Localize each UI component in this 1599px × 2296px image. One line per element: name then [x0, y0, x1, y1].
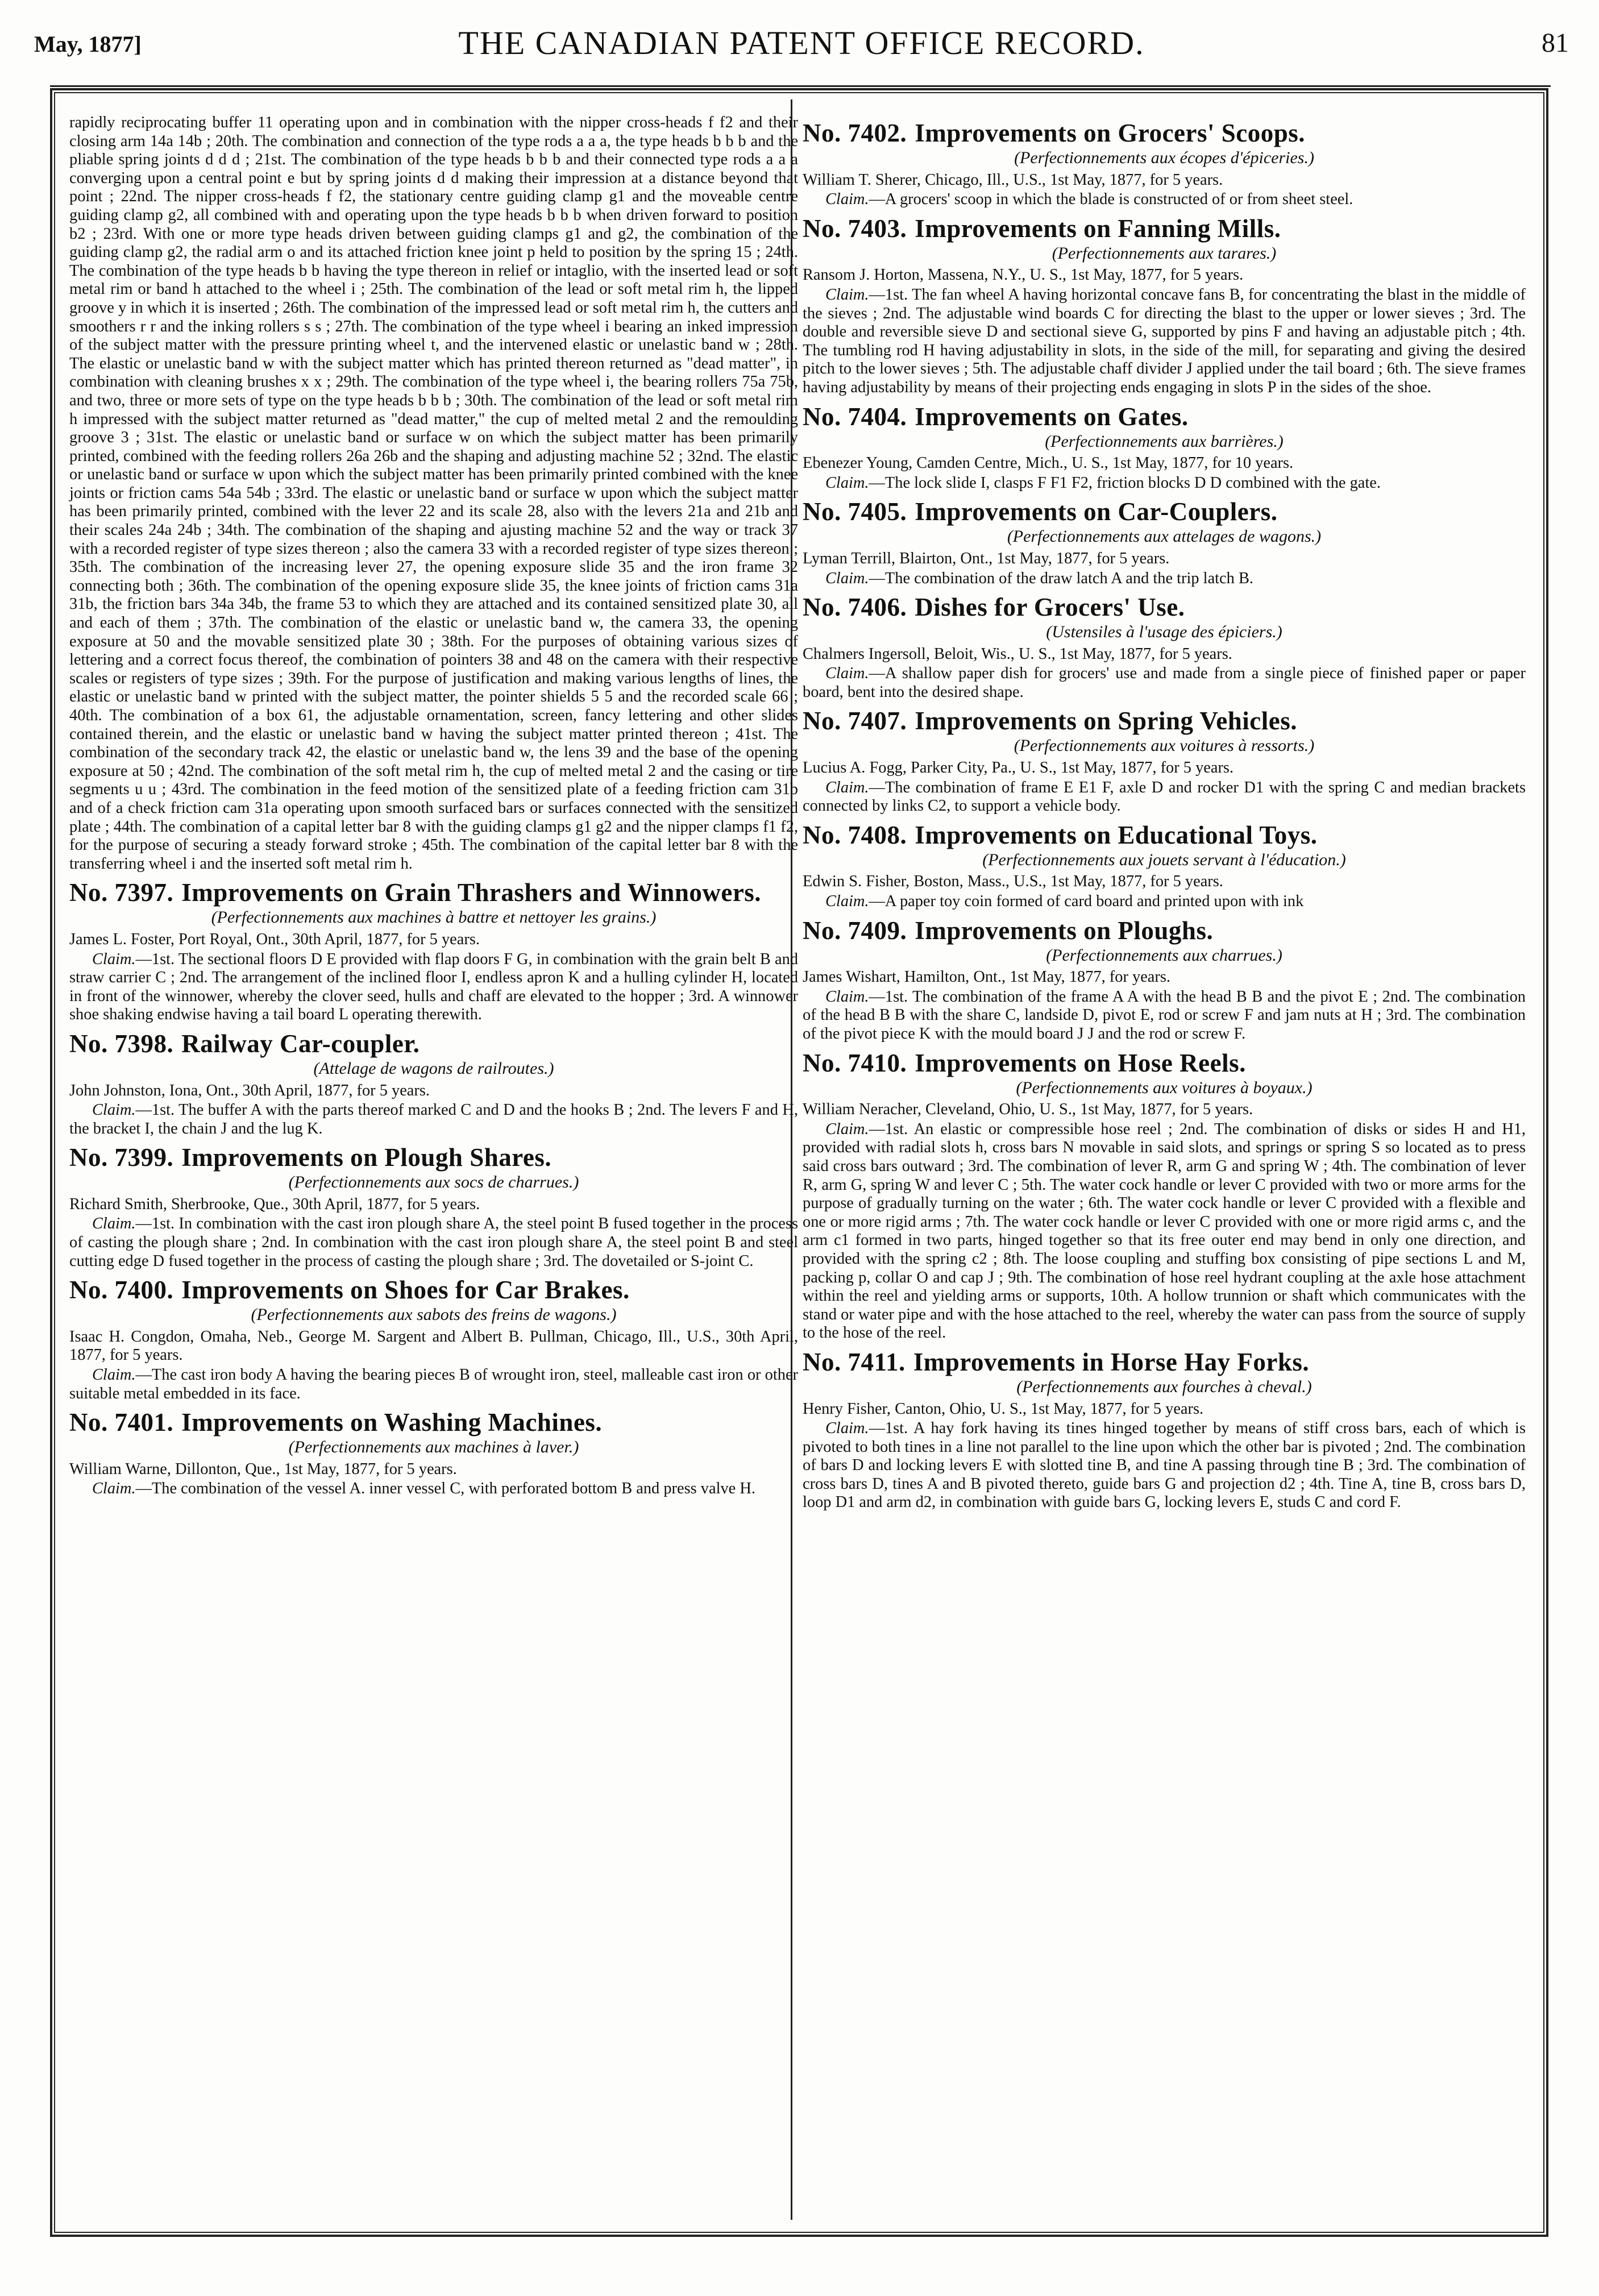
patent-number: No. 7400.	[69, 1276, 174, 1305]
claim-body: —1st. A hay fork having its tines hinged together by means of stiff cross bars, each of which is pivoted to both tines in a line not parallel to the line upon which the other bar is pivoted ; 2nd. The combination of bars D and locking levers E with slotted tine B, and tine A passing through tine B ; 3rd. The combination of cross bars D, tines A and B pivoted thereto, guide bars G and projection d2 ; 4th. Tine A, tine B, cross bars D, loop D1 and arm d2, in combination with guide bars G, locking levers E, studs C and cord F.	[803, 1419, 1526, 1512]
publication-title: THE CANADIAN PATENT OFFICE RECORD.	[458, 24, 1145, 61]
patent-entry	[803, 403, 1526, 493]
claim-text	[803, 779, 1526, 816]
patent-entry	[69, 1409, 798, 1498]
french-title: (Perfectionnements aux charrues.)	[1046, 945, 1282, 965]
patent-entry	[803, 498, 1526, 588]
patent-entry	[69, 1276, 798, 1403]
claim-body: —1st. In combination with the cast iron plough share A, the steel point B fused together in the process of casting the plough share ; 2nd. In combination with the cast iron plough share A, the steel point B and steel cutting edge D fused together in the process of casting the plough share ; 3rd. The dovetailed or S-joint C.	[69, 1215, 798, 1270]
entry-heading	[803, 119, 1526, 147]
entry-heading	[803, 403, 1526, 430]
claim-body: —1st. The fan wheel A having horizontal concave fans B, for concentrating the blast in the middle of the sieves ; 2nd. The adjustable wind boards C for directing the blast to the upper or lower sieves ; 3rd. The double and reversible sieve D and sectional sieve G, supported by pins F and having an adjustable pitch ; 4th. The tumbling rod H having adjustability in slots, in the side of the mill, for separating and giving the desired pitch to the lower sieves ; 5th. The adjustable chaff divider J applied under the tail board ; 6th. The sieve frames having adjustability by means of their projecting ends engaging in slots P in the sides of the shoe.	[803, 285, 1526, 396]
entry-heading	[803, 215, 1526, 242]
patent-title: Improvements in Horse Hay Forks.	[913, 1347, 1310, 1376]
entry-heading	[803, 593, 1526, 621]
claim-text	[803, 570, 1526, 588]
entry-heading	[69, 1030, 798, 1057]
claim-text	[69, 1215, 798, 1271]
patent-entry	[803, 119, 1526, 209]
claim-label: Claim.	[825, 778, 869, 796]
continued-claims-text: rapidly reciprocating buffer 11 operating upon and in combination with the nipper cross-heads f f2 and their closing arm 14a 14b ; 20th. The combination and connection of the type rods a a a, the type heads b b b and the pliable spring joints d d d ; 21st. The combination of the type heads b b b and their connected type rods a a a converging upon a central point e but by spring joints d d making their impression at a distance beyond that point ; 22nd. The nipper cross-heads f f2, the stationary centre guiding clamp g1 and the moveable centre guiding clamp g2, all combined with and operating upon the type heads b b b when driven forward to position b2 ; 23rd. With one or more type heads driven between guiding clamps g1 and g2, the combination of the guiding clamp g2, the radial arm o and its attached friction knee joint p held to position by the spring 15 ; 24th. The combination of the type heads b b having the type thereon in relief or intaglio, with the inserted lead or soft metal rim or band h attached to the wheel i ; 25th. The combination of the lead or soft metal rim h, the lipped groove y in which it is inserted ; 26th. The combination of the impressed lead or soft metal rim h, the cutters and smoothers r r and the inking rollers s s ; 27th. The combination of the type wheel i bearing an inked impression of the subject matter with the pressure printing wheel t, and the intervened elastic or unelastic band w ; 28th. The elastic or unelastic band w with the subject matter which has printed thereon returned as "dead matter", in combination with cleaning brushes x x ; 29th. The combination of the type wheel i, the bearing rollers 75a 75b, and two, three or more sets of type on the type heads b b b ; 30th. The combination of the lead or soft metal rim h impressed with the subject matter returned as "dead matter," the cup of melted metal 2 and the remoulding groove 3 ; 31st. The elastic or unelastic band or surface w on which the subject matter has been primarily printed, combined with the feeding rollers 26a 26b and the shaping and adjusting machine 52 ; 32nd. The elastic or unelastic band or surface w upon which the subject matter has been primarily printed combined with the knee joints or friction cams 54a 54b ; 33rd. The elastic or unelastic band or surface w upon which the subject matter has been primarily printed, combined with the lever 22 and its scale 28, also with the levers 21a and 21b and their scales 24a 24b ; 34th. The combination of the shaping and ajusting machine 52 and the way or track 37 with a recorded register of type sizes thereon ; also the camera 33 with a recorded register of type sizes thereon ; 35th. The combination of the increasing lever 27, the opening exposure slide 35 and the iron frame 32 connecting both ; 36th. The combination of the opening exposure slide 35, the knee joints of friction cams 31a 31b, the friction bars 34a 34b, the frame 53 to which they are attached and its contained sensitized plate 30, all and each of them ; 37th. The combination of the elastic or unelastic band w, the camera 33, the opening exposure at 50 and the movable sensitized plate 30 ; 38th. For the purposes of obtaining various sizes of lettering and a correct focus thereof, the combination of pointers 38 and 48 on the camera with their respective scales or registers of type sizes ; 39th. For the purpose of justification and making various lengths of lines, the elastic or unelastic band w printed with the subject matter, the pointer shields 5 5 and the recorded scale 66 ; 40th. The combination of a box 61, the adjustable ornamentation, screen, fancy lettering and other slides contained therein, and the elastic or unelastic band w having the subject matter printed thereon ; 41st. The combination of the secondary track 42, the elastic or unelastic band w, the lens 39 and the base of the opening exposure at 50 ; 42nd. The combination of the soft metal rim h, the cup of melted metal 2 and the casing or tire segments u u ; 43rd. The combination in the feed motion of the sensitized plate of a feeding friction cam 31b and of a check friction cam 31a operating upon smooth surfaced bars or surfaces connected with the sensitized plate ; 44th. The combination of a capital letter bar 8 with the guiding clamps g1 g2 and the nipper clamps f1 f2, for the purpose of securing a steady forward stroke ; 45th. The combination of the capital letter bar 8 with the transferring wheel i and the inserted soft metal rim h.	[69, 114, 798, 873]
claim-label: Claim.	[825, 190, 869, 209]
patent-entry	[803, 917, 1526, 1044]
patent-title: Improvements on Grocers' Scoops.	[915, 119, 1306, 147]
claim-body: —The cast iron body A having the bearing pieces B of wrought iron, steel, malleable cast iron or other suitable metal embedded in its face.	[69, 1366, 798, 1402]
claim-body: —The lock slide I, clasps F F1 F2, friction blocks D D combined with the gate.	[869, 474, 1381, 492]
patent-entry	[803, 215, 1526, 397]
right-entries	[803, 119, 1526, 1512]
patent-number: No. 7408.	[803, 820, 907, 849]
patent-entry	[69, 1144, 798, 1271]
french-title: (Perfectionnements aux sabots des freins de wagons.)	[251, 1305, 617, 1325]
entry-heading	[803, 1049, 1526, 1077]
top-rule	[50, 85, 1551, 87]
patent-number: No. 7401.	[69, 1408, 174, 1437]
patentee-info: Lyman Terrill, Blairton, Ont., 1st May, 1877, for 5 years.	[803, 549, 1170, 567]
patentee-info: Lucius A. Fogg, Parker City, Pa., U. S., 1st May, 1877, for 5 years.	[803, 759, 1234, 777]
french-title: (Perfectionnements aux voitures à boyaux.)	[1016, 1078, 1313, 1097]
entry-heading	[803, 1348, 1526, 1376]
french-title: (Perfectionnements aux voitures à ressorts.)	[1014, 736, 1315, 755]
claim-text	[803, 988, 1526, 1044]
claim-text	[803, 474, 1526, 493]
patent-title: Railway Car-coupler.	[181, 1029, 420, 1058]
page-number: 81	[1542, 28, 1569, 58]
patent-title: Improvements on Ploughs.	[915, 916, 1214, 945]
claim-label: Claim.	[825, 569, 869, 587]
patent-entry	[803, 821, 1526, 911]
patent-number: No. 7407.	[803, 707, 907, 736]
patentee-info: Edwin S. Fisher, Boston, Mass., U.S., 1st May, 1877, for 5 years.	[803, 873, 1223, 891]
french-title: (Perfectionnements aux machines à laver.)	[288, 1438, 579, 1457]
claim-label: Claim.	[92, 1366, 136, 1384]
patent-number: No. 7402.	[803, 119, 907, 147]
patent-title: Improvements on Educational Toys.	[915, 820, 1318, 849]
claim-text	[69, 1366, 798, 1403]
patentee-info: Henry Fisher, Canton, Ohio, U. S., 1st May, 1877, for 5 years.	[803, 1400, 1204, 1418]
entry-heading	[69, 1276, 798, 1303]
claim-body: —The combination of frame E E1 F, axle D and rocker D1 with the spring C and median brackets connected by links C2, to support a vehicle body.	[803, 778, 1526, 815]
patent-number: No. 7409.	[803, 916, 907, 945]
patent-title: Improvements on Plough Shares.	[181, 1143, 552, 1172]
patentee-info: Ransom J. Horton, Massena, N.Y., U. S., 1st May, 1877, for 5 years.	[803, 266, 1244, 284]
claim-label: Claim.	[825, 665, 869, 683]
patent-title: Dishes for Grocers' Use.	[915, 593, 1185, 622]
claim-body: —1st. The sectional floors D E provided with flap doors F G, in combination with the grain belt B and straw carrier C ; 2nd. The arrangement of the inclined floor I, endless apron K and a hulling cylinder H, located in front of the winnower, whereby the clover seed, hulls and chaff are elevated to the hopper ; 3rd. A winnower shoe shaking endwise having a tail board L operating therewith.	[69, 950, 798, 1024]
entry-heading	[803, 821, 1526, 849]
entry-heading	[69, 879, 798, 906]
patentee-info: James Wishart, Hamilton, Ont., 1st May, 1877, for years.	[803, 968, 1171, 986]
french-title: (Perfectionnements aux socs de charrues.)	[288, 1173, 579, 1192]
claim-body: —The combination of the draw latch A and the trip latch B.	[869, 569, 1253, 587]
patent-entry	[803, 707, 1526, 815]
french-title: (Perfectionnements aux attelages de wagons.)	[1007, 527, 1322, 546]
patentee-info: William Warne, Dillonton, Que., 1st May, 1877, for 5 years.	[69, 1460, 457, 1478]
entry-heading	[803, 498, 1526, 525]
patent-title: Improvements on Fanning Mills.	[915, 214, 1281, 243]
french-title: (Perfectionnements aux écopes d'épiceries.)	[1014, 148, 1314, 167]
claim-text	[69, 1101, 798, 1138]
patent-title: Improvements on Washing Machines.	[181, 1408, 603, 1437]
entry-heading	[803, 707, 1526, 734]
claim-label: Claim.	[825, 474, 869, 492]
claim-body: —The combination of the vessel A. inner vessel C, with perforated bottom B and press valve H.	[135, 1480, 755, 1498]
claim-text	[803, 665, 1526, 701]
patent-title: Improvements on Car-Couplers.	[915, 497, 1278, 526]
left-column	[69, 114, 798, 1504]
patent-entry	[803, 1348, 1526, 1512]
right-column	[803, 114, 1526, 1518]
page-header	[34, 24, 1569, 64]
claim-label: Claim.	[825, 1120, 869, 1138]
claim-text	[803, 1120, 1526, 1343]
french-title: (Perfectionnements aux tarares.)	[1052, 243, 1277, 263]
claim-text	[69, 950, 798, 1024]
french-title: (Perfectionnements aux machines à battre et nettoyer les grains.)	[211, 908, 657, 927]
claim-body: —1st. The buffer A with the parts thereof marked C and D and the hooks B ; 2nd. The levers F and H, the bracket I, the chain J and the lug K.	[69, 1101, 798, 1137]
claim-label: Claim.	[825, 987, 869, 1006]
claim-label: Claim.	[92, 1215, 136, 1233]
patent-number: No. 7405.	[803, 497, 907, 526]
claim-text	[803, 190, 1526, 209]
patentee-info: Isaac H. Congdon, Omaha, Neb., George M. Sargent and Albert B. Pullman, Chicago, Ill., U.S., 30th April, 1877, for 5 years.	[69, 1327, 798, 1364]
patent-title: Improvements on Shoes for Car Brakes.	[181, 1276, 630, 1305]
french-title: (Perfectionnements aux fourches à cheval.)	[1016, 1377, 1312, 1396]
patent-number: No. 7404.	[803, 402, 907, 431]
patentee-info: John Johnston, Iona, Ont., 30th April, 1877, for 5 years.	[69, 1081, 430, 1099]
patent-number: No. 7397.	[69, 878, 174, 907]
patentee-info: Chalmers Ingersoll, Beloit, Wis., U. S., 1st May, 1877, for 5 years.	[803, 645, 1232, 663]
patent-number: No. 7403.	[803, 214, 907, 243]
left-entries	[69, 879, 798, 1498]
issue-date: May, 1877]	[34, 31, 142, 57]
claim-body: —A paper toy coin formed of card board and printed upon with ink	[869, 892, 1304, 911]
patent-number: No. 7406.	[803, 593, 907, 622]
patent-number: No. 7411.	[803, 1347, 906, 1376]
patent-title: Improvements on Grain Thrashers and Winnowers.	[181, 878, 762, 907]
patentee-info: William T. Sherer, Chicago, Ill., U.S., 1st May, 1877, for 5 years.	[803, 171, 1223, 189]
claim-label: Claim.	[825, 1419, 869, 1438]
claim-label: Claim.	[92, 1101, 136, 1119]
patentee-info: Richard Smith, Sherbrooke, Que., 30th April, 1877, for 5 years.	[69, 1195, 480, 1213]
patent-number: No. 7410.	[803, 1048, 907, 1077]
claim-label: Claim.	[825, 892, 869, 911]
claim-body: —A shallow paper dish for grocers' use and made from a single piece of finished paper or paper board, bent into the desired shape.	[803, 665, 1526, 701]
entry-heading	[803, 917, 1526, 944]
patent-title: Improvements on Gates.	[915, 402, 1189, 431]
claim-text	[803, 286, 1526, 397]
patentee-info: William Neracher, Cleveland, Ohio, U. S., 1st May, 1877, for 5 years.	[803, 1101, 1253, 1119]
claim-body: —A grocers' scoop in which the blade is constructed of or from sheet steel.	[869, 190, 1353, 209]
claim-text	[803, 1419, 1526, 1512]
french-title: (Attelage de wagons de railroutes.)	[313, 1058, 554, 1078]
patent-number: No. 7399.	[69, 1143, 174, 1172]
french-title: (Ustensiles à l'usage des épiciers.)	[1046, 622, 1282, 642]
patentee-info: James L. Foster, Port Royal, Ont., 30th April, 1877, for 5 years.	[69, 930, 480, 948]
entry-heading	[69, 1144, 798, 1171]
patent-title: Improvements on Hose Reels.	[915, 1048, 1246, 1077]
claim-text	[803, 892, 1526, 911]
patentee-info: Ebenezer Young, Camden Centre, Mich., U. S., 1st May, 1877, for 10 years.	[803, 454, 1294, 472]
claim-label: Claim.	[92, 950, 136, 968]
patent-number: No. 7398.	[69, 1029, 174, 1058]
entry-heading	[69, 1409, 798, 1436]
claim-body: —1st. The combination of the frame A A with the head B B and the pivot E ; 2nd. The combination of the head B B with the share C, landside D, pivot E, rod or screw F and jam nuts at H ; 3rd. The combination of the pivot piece K with the mould board J J and the rod or screw F.	[803, 987, 1526, 1043]
patent-title: Improvements on Spring Vehicles.	[915, 707, 1297, 736]
patent-entry	[69, 1030, 798, 1138]
patent-entry	[69, 879, 798, 1024]
patent-entry	[803, 1049, 1526, 1343]
claim-body: —1st. An elastic or compressible hose reel ; 2nd. The combination of disks or sides H and H1, provided with radial slots h, cross bars N movable in said slots, and springs or spring S so located as to press said cross bars outward ; 3rd. The combination of lever R, arm G and spring W ; 4th. The combination of lever R, arm G, spring W and lever C ; 5th. The water cock handle or lever C provided with two or more arms for the purpose of gradually turning on the water ; 6th. The water cock handle or lever C provided with a flexible and one or more rigid arms ; 7th. The water cock handle or lever C provided with one or more rigid arms c, and the arm c1 formed in two parts, hinged together so that its free outer end may bend in only one direction, and provided with the spring c2 ; 8th. The loose coupling and stuffing box consisting of pipe sections L and M, packing p, collar O and cap J ; 9th. The combination of hose reel hydrant coupling at the axle hose attachment within the reel and yielding arms or supports, 10th. A hollow trunnion or shaft which communicates with the stand or water pipe and with the hose attached to the reel, whereby the water can pass from the source of supply to the hose of the reel.	[803, 1120, 1526, 1342]
claim-label: Claim.	[92, 1480, 136, 1498]
patent-entry	[803, 593, 1526, 701]
claim-text	[69, 1480, 798, 1498]
claim-label: Claim.	[825, 285, 869, 304]
french-title: (Perfectionnements aux jouets servant à l'éducation.)	[982, 850, 1346, 869]
french-title: (Perfectionnements aux barrières.)	[1045, 431, 1284, 451]
